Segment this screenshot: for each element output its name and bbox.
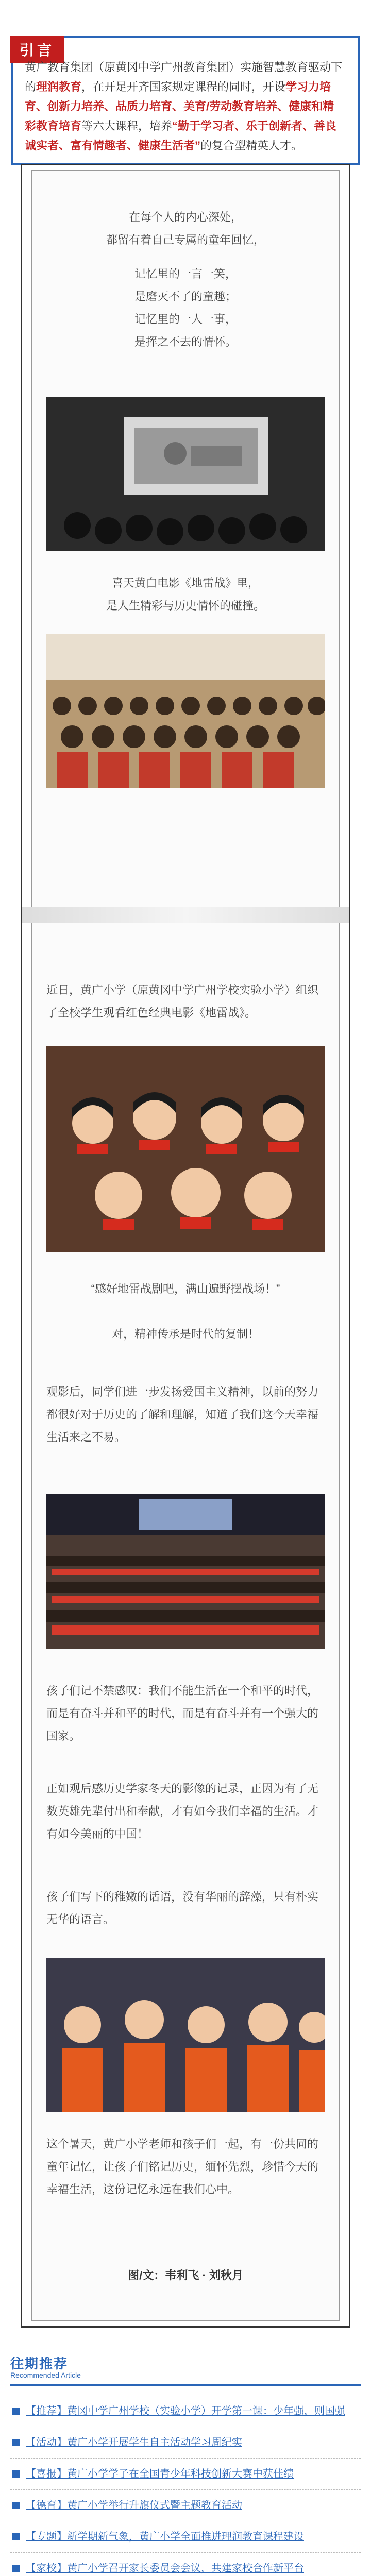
auditorium-wide-image xyxy=(46,1494,325,1649)
recommended-link-6[interactable] xyxy=(10,2553,361,2576)
poem-line: 记忆里的一人一事， xyxy=(134,313,237,326)
poem-paragraph: 孩子们记不禁感叹：我们不能生活在一个和平的时代，而是有奋斗并和平的时代，而是有奋斗并有一个强大的国家。 xyxy=(46,1684,319,1742)
students-closeup-image xyxy=(46,1958,325,2112)
recommended-link-text: 【推荐】黄冈中学广州学校（实验小学）开学第一课：少年强，则国强 xyxy=(26,2405,345,2417)
recommended-link-text: 【专题】新学期新气象，黄广小学全面推进理润教育课程建设 xyxy=(26,2531,304,2543)
movie-screen-image xyxy=(46,397,325,551)
recommended-underline xyxy=(10,2384,361,2386)
bullet-icon xyxy=(12,2439,20,2446)
bullet-icon xyxy=(12,2533,20,2540)
recommended-link-text: 【活动】黄广小学开展学生自主活动学习周纪实 xyxy=(26,2437,242,2448)
poem-block-8 xyxy=(46,1886,325,1931)
poem-paragraph: 观影后，同学们进一步发扬爱国主义精神，以前的努力都很好对于历史的了解和理解，知道了我们这今天幸福生活来之不易。 xyxy=(46,1385,319,1444)
bullet-icon xyxy=(12,2502,20,2509)
poem-line: 都留有着自己专属的童年回忆， xyxy=(106,233,265,246)
poem-block-6 xyxy=(46,1680,325,1748)
photo-students-watching xyxy=(46,1046,325,1252)
intro-text xyxy=(25,58,344,156)
poem-paragraph: 正如观后感历史学家冬天的影像的记录，正因为有了无数英雄先辈付出和奉献，才有如今我们幸福的生活。才有如今美丽的中国！ xyxy=(46,1782,319,1840)
intro-highlight-1: 理润教育 xyxy=(36,80,82,93)
poem-paragraph: 孩子们写下的稚嫩的话语，没有华丽的辞藻，只有朴实无华的语言。 xyxy=(46,1890,319,1926)
poem-line: 喜天黄白电影《地雷战》里， xyxy=(111,577,259,589)
recommended-link-5[interactable] xyxy=(10,2521,361,2553)
intro-tag: 引言 xyxy=(10,36,64,63)
poem-paragraph: 近日，黄广小学（原黄冈中学广州学校实验小学）组织了全校学生观看红色经典电影《地雷战》。 xyxy=(46,984,319,1019)
poem-block-5 xyxy=(46,1381,325,1449)
photo-auditorium-wide xyxy=(46,1494,325,1649)
auditorium-image xyxy=(46,634,325,788)
photo-auditorium xyxy=(46,634,325,788)
intro-text-4: 的复合型精英人才。 xyxy=(200,139,303,152)
recommended-link-3[interactable] xyxy=(10,2459,361,2490)
recommended-link-text: 【家校】黄广小学召开家长委员会会议，共建家校合作新平台 xyxy=(26,2563,304,2574)
poem-line: 对，精神传承是时代的复制！ xyxy=(111,1328,259,1341)
bullet-icon xyxy=(12,2408,20,2415)
intro-highlight-2: 学习力培育、创新力培养、品质力培育、美育/劳动教育培养、健康和精彩教育培育 xyxy=(25,80,334,132)
article-divider-band xyxy=(21,907,350,923)
recommended-link-text: 【德育】黄广小学举行升旗仪式暨主题教育活动 xyxy=(26,2500,242,2511)
poem-line: 是人生精彩与历史情怀的碰撞。 xyxy=(106,599,265,612)
recommended-link-4[interactable] xyxy=(10,2490,361,2521)
recommended-link-1[interactable] xyxy=(10,2396,361,2427)
intro-text-1: 黄广教育集团（原黄冈中学广州教育集团）实施智慧教育驱动下的 xyxy=(25,61,343,93)
poem-block-4 xyxy=(46,1278,325,1346)
bullet-icon xyxy=(12,2470,20,2478)
recommended-title: 往期推荐 xyxy=(10,2356,69,2371)
poem-block-7 xyxy=(46,1777,325,1845)
intro-text-3: 等六大课程，培养 xyxy=(81,120,173,132)
photo-credit: 图/文：韦利飞 · 刘秋月 xyxy=(128,2269,243,2282)
poem-block-2 xyxy=(46,572,325,617)
bullet-icon xyxy=(12,2565,20,2572)
poem-line: 记忆里的一言一笑， xyxy=(134,267,237,280)
students-image xyxy=(46,1046,325,1252)
poem-block-3 xyxy=(46,979,325,1024)
poem-block-1 xyxy=(46,206,325,353)
recommended-link-2[interactable] xyxy=(10,2427,361,2459)
intro-text-2: ，在开足开齐国家规定课程的同时，开设 xyxy=(81,80,286,93)
recommended-list xyxy=(10,2396,361,2576)
photo-movie-screen xyxy=(46,397,325,551)
poem-line: 是挥之不去的情怀。 xyxy=(134,335,237,348)
recommended-link-text: 【喜报】黄广小学学子在全国青少年科技创新大赛中获佳绩 xyxy=(26,2468,294,2480)
poem-line: 在每个人的内心深处， xyxy=(128,211,242,224)
poem-line: “感好地雷战剧吧，满山遍野摆战场！” xyxy=(91,1282,280,1295)
recommended-subtitle: Recommended Article xyxy=(10,2371,81,2379)
poem-block-9 xyxy=(46,2133,325,2201)
poem-paragraph: 这个暑天，黄广小学老师和孩子们一起，有一份共同的童年记忆，让孩子们铭记历史，缅怀先烈，珍惜今天的幸福生活，这份记忆永远在我们心中。 xyxy=(46,2138,319,2196)
intro-highlight-3: “勤于学习者、乐于创新者、善良诚实者、富有情趣者、健康生活者” xyxy=(25,120,337,152)
poem-line: 是磨灭不了的童趣； xyxy=(134,290,237,303)
photo-students-closeup xyxy=(46,1958,325,2112)
